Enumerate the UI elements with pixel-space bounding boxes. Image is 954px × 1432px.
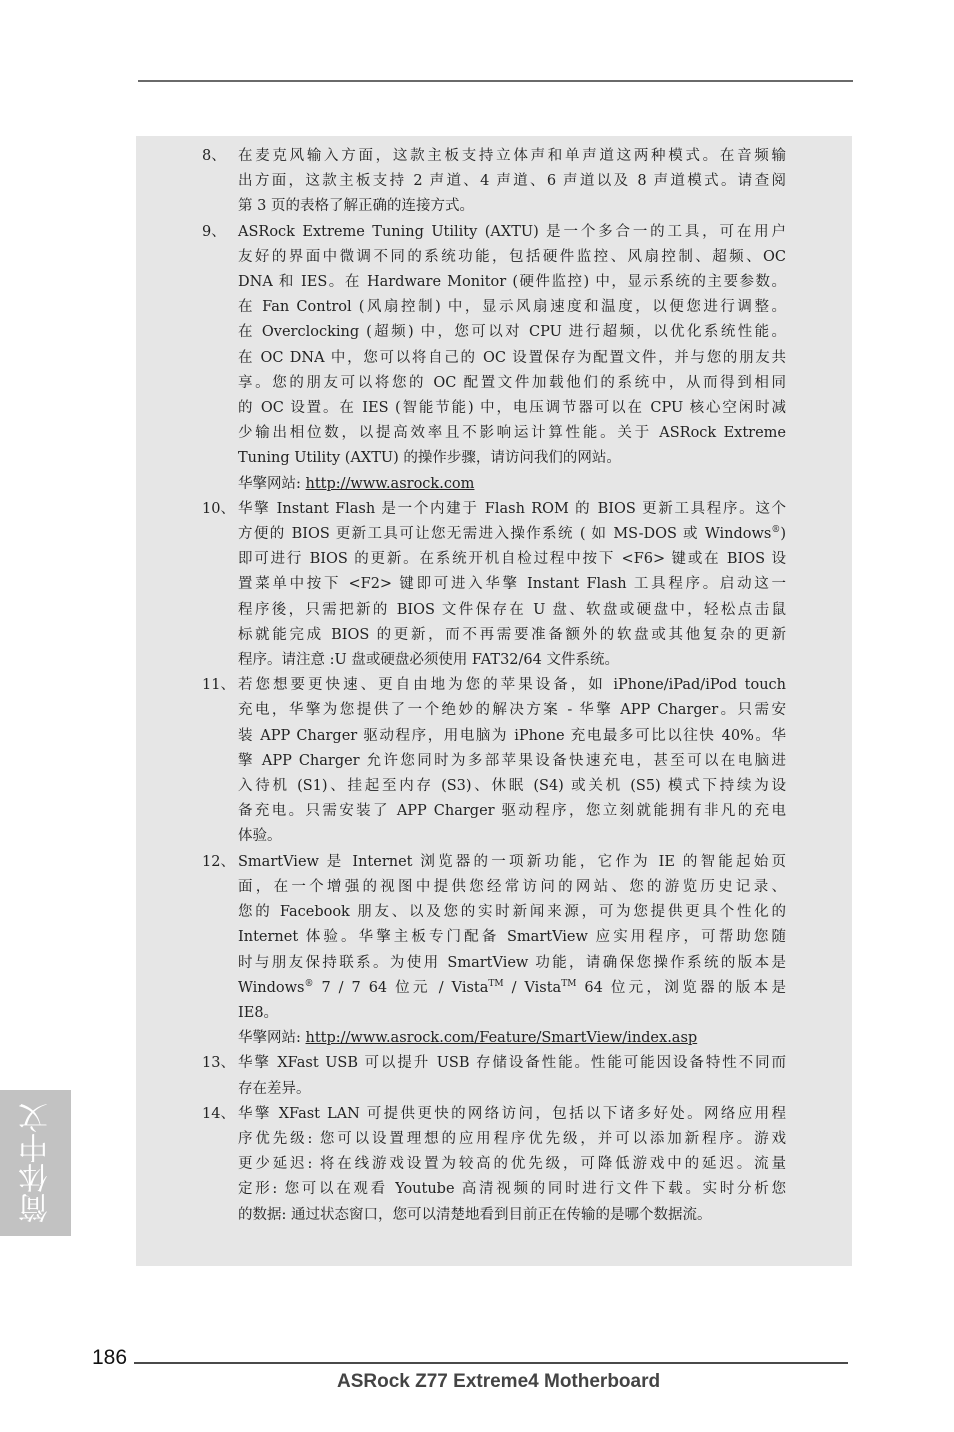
text-line: 序优先级: 您可以设置理想的应用程序优先级，并可以添加新程序。游戏 bbox=[238, 1130, 786, 1147]
list-item bbox=[202, 220, 786, 497]
item-number: 8、 bbox=[202, 148, 226, 164]
bottom-rule bbox=[134, 1362, 848, 1364]
text-line: 的 OC 设置。在 IES (智能节能) 中，电压调节器可以在 CPU 核心空闲时减 bbox=[238, 400, 786, 417]
text-line: 置菜单中按下 <F2> 键即可进入华擎 Instant Flash 工具程序。启动这一 bbox=[238, 576, 786, 593]
text-line: 友好的界面中微调不同的系统功能，包括硬件监控、风扇控制、超频、OC bbox=[238, 248, 786, 265]
list-item bbox=[202, 144, 786, 220]
text-line: 标就能完成 BIOS 的更新，而不再需要准备额外的软盘或其他复杂的更新 bbox=[238, 626, 786, 643]
text-line: 更少延迟: 将在线游戏设置为较高的优先级，可降低游戏中的延迟。流量 bbox=[238, 1156, 786, 1173]
trademark-mark: TM bbox=[488, 978, 504, 989]
registered-mark: ® bbox=[771, 525, 781, 536]
text-line: 入待机 (S1)、挂起至内存 (S3)、休眠 (S4) 或关机 (S5) 模式下持续为设 bbox=[238, 778, 786, 795]
item-body bbox=[238, 1051, 786, 1101]
item-body bbox=[238, 673, 786, 849]
feature-list bbox=[202, 144, 786, 1228]
text-line: 第 3 页的表格了解正确的连接方式。 bbox=[238, 198, 474, 215]
text-line: 即可进行 BIOS 的更新。在系统开机自检过程中按下 <F6> 键或在 BIOS 设 bbox=[238, 551, 786, 568]
text-segment: / Vista bbox=[503, 979, 562, 996]
text-line: 在麦克风输入方面，这款主板支持立体声和单声道这两种模式。在音频输 bbox=[238, 148, 786, 164]
text-segment: 64 位元，浏览器的版本是 bbox=[576, 979, 787, 996]
website-label: 华擎网站: bbox=[238, 475, 306, 492]
text-line: 程序。请注意 :U 盘或硬盘必须使用 FAT32/64 文件系统。 bbox=[238, 652, 619, 669]
list-item bbox=[202, 850, 786, 1052]
text-line: 出方面，这款主板支持 2 声道、4 声道、6 声道以及 8 声道模式。请查阅 bbox=[238, 173, 786, 190]
text-line: 定形: 您可以在观看 Youtube 高清视频的同时进行文件下载。实时分析您 bbox=[238, 1181, 786, 1198]
list-item bbox=[202, 1102, 786, 1228]
item-body bbox=[238, 220, 786, 497]
text-line: 时与朋友保持联系。为使用 SmartView 功能，请确保您操作系统的版本是 bbox=[238, 954, 786, 971]
item-number: 13、 bbox=[202, 1055, 235, 1072]
top-rule bbox=[138, 80, 853, 82]
text-line: 程序後，只需把新的 BIOS 文件保存在 U 盘、软盘或硬盘中，轻松点击鼠 bbox=[238, 601, 786, 618]
list-item bbox=[202, 1051, 786, 1101]
text-line: 华擎 Instant Flash 是一个内建于 Flash ROM 的 BIOS 更新工具程序。这个 bbox=[238, 500, 786, 517]
text-line: 在 OC DNA 中，您可以将自己的 OC 设置保存为配置文件，并与您的朋友共 bbox=[238, 349, 786, 366]
text-line: SmartView 是 Internet 浏览器的一项新功能，它作为 IE 的智能起始页 bbox=[238, 853, 786, 870]
list-item bbox=[202, 673, 786, 849]
footer-title: ASRock Z77 Extreme4 Motherboard bbox=[337, 1371, 661, 1392]
page-number: 186 bbox=[92, 1346, 128, 1369]
item-number: 11、 bbox=[202, 677, 235, 694]
text-line: IE8。 bbox=[238, 1004, 279, 1021]
text-line: Internet 体验。华擎主板专门配备 SmartView 应实用程序，可帮助您随 bbox=[238, 929, 786, 946]
text-line: DNA 和 IES。在 Hardware Monitor (硬件监控) 中，显示系统的主要参数。 bbox=[238, 274, 786, 291]
text-line: 备充电。只需安装了 APP Charger 驱动程序，您立刻就能拥有非凡的充电 bbox=[238, 803, 786, 820]
text-line: Tuning Utility (AXTU) 的操作步骤，请访问我们的网站。 bbox=[238, 450, 621, 467]
item-body bbox=[238, 144, 786, 220]
website-line bbox=[238, 472, 786, 497]
website-link[interactable]: http://www.asrock.com bbox=[305, 475, 475, 492]
website-label: 华擎网站: bbox=[238, 1030, 306, 1047]
text-segment: ) bbox=[780, 526, 786, 543]
list-item bbox=[202, 497, 786, 673]
text-line: 的数据: 通过状态窗口，您可以清楚地看到目前正在传输的是哪个数据流。 bbox=[238, 1206, 712, 1223]
text-line: 享。您的朋友可以将您的 OC 配置文件加载他们的系统中，从而得到相同 bbox=[238, 374, 786, 391]
text-line: 擎 APP Charger 允许您同时为多部苹果设备快速充电，甚至可以在电脑进 bbox=[238, 752, 786, 769]
text-line: 您的 Facebook 朋友、以及您的实时新闻来源，可为您提供更具个性化的 bbox=[238, 904, 786, 921]
os-version-line bbox=[238, 976, 786, 1001]
text-line: 面，在一个增强的视图中提供您经常访问的网站、您的游览历史记录、 bbox=[238, 878, 786, 895]
text-segment: Windows bbox=[238, 979, 305, 996]
text-segment: 7 / 7 64 位元 / Vista bbox=[313, 979, 489, 996]
text-line: 体验。 bbox=[238, 828, 282, 845]
text-line: ASRock Extreme Tuning Utility (AXTU) 是一个多合一的工具，可在用户 bbox=[238, 223, 786, 240]
item-number: 12、 bbox=[202, 853, 235, 870]
item-body bbox=[238, 497, 786, 673]
item-number: 10、 bbox=[202, 500, 235, 517]
text-line: 华擎 XFast USB 可以提升 USB 存储设备性能。性能可能因设备特性不同而 bbox=[238, 1055, 786, 1072]
item-number: 14、 bbox=[202, 1105, 235, 1122]
text-line bbox=[238, 522, 786, 547]
item-number: 9、 bbox=[202, 223, 226, 240]
item-body bbox=[238, 1102, 786, 1228]
text-line: 少输出相位数，以提高效率且不影响运计算性能。关于 ASRock Extreme bbox=[238, 425, 786, 442]
language-side-tab bbox=[0, 1090, 71, 1236]
language-label: 简体中文 bbox=[19, 1103, 54, 1223]
text-segment: 方便的 BIOS 更新工具可让您无需进入操作系统 ( 如 MS-DOS 或 Windows bbox=[238, 526, 772, 543]
text-line: 充电，华擎为您提供了一个绝妙的解决方案 - 华擎 APP Charger。只需安 bbox=[238, 702, 786, 719]
text-line: 装 APP Charger 驱动程序，用电脑为 iPhone 充电最多可比以往快 40%。华 bbox=[238, 727, 786, 744]
item-body bbox=[238, 850, 786, 1052]
trademark-mark: TM bbox=[561, 978, 577, 989]
text-line: 存在差异。 bbox=[238, 1080, 311, 1097]
text-line: 在 Overclocking (超频) 中，您可以对 CPU 进行超频，以优化系统性能。 bbox=[238, 324, 786, 341]
text-line: 在 Fan Control (风扇控制) 中，显示风扇速度和温度，以便您进行调整。 bbox=[238, 299, 786, 316]
website-line bbox=[238, 1026, 786, 1051]
registered-mark: ® bbox=[304, 978, 314, 989]
text-line: 若您想要更快速、更自由地为您的苹果设备，如 iPhone/iPad/iPod touch bbox=[238, 677, 786, 694]
text-line: 华擎 XFast LAN 可提供更快的网络访问，包括以下诸多好处。网络应用程 bbox=[238, 1105, 786, 1122]
website-link[interactable]: http://www.asrock.com/Feature/SmartView/index.asp bbox=[305, 1030, 698, 1047]
